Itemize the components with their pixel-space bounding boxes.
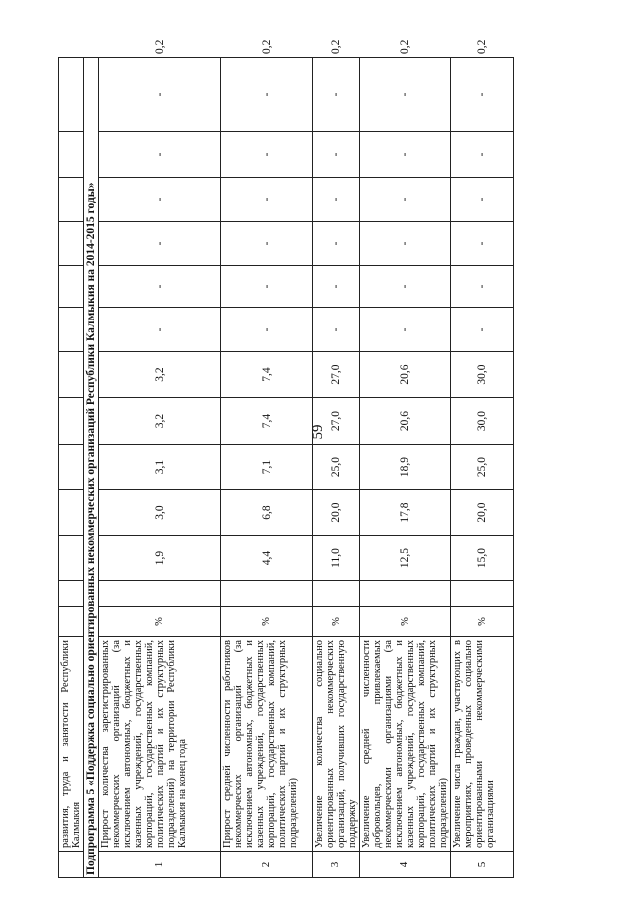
unit-cell: % [451,607,514,637]
value-cell: - [99,178,221,222]
value-cell: 3,2 [99,352,221,398]
value-cell: - [221,266,313,308]
continuation-description: развития, труда и занятости Республики Калмыкия [59,637,84,852]
indicator-description: Прирост количества зарегистрированных некоммерческих организаций (за исключением автономных, бюджетных и казенных учреждений, государственных корпораций, государственных компаний, политических партий и их структурных подразделений) на территории Республики Калмыкия на конец года [99,637,221,852]
value-cell: 3,2 [99,398,221,445]
indicator-description: Прирост средней численности работников некоммерческих организаций (за исключением автономных, бюджетных и казенных учреждений, государственных корпораций, государственных компаний, политических партий и их структурных подразделений) [221,637,313,852]
value-cell: 30,0 [451,352,514,398]
value-cell: 7,1 [221,445,313,490]
value-cell [313,581,360,607]
value-cell: 25,0 [451,445,514,490]
value-cell [221,581,313,607]
value-cell: - [451,222,514,266]
value-cell: - [313,308,360,352]
value-cell: - [313,58,360,132]
value-cell: - [313,178,360,222]
value-cell: - [313,132,360,178]
row-number: 3 [313,852,360,878]
value-cell: - [360,266,451,308]
indicator-description: Увеличение числа граждан, участвующих в мероприятиях, проведенных социально ориентированными некоммерческими организациями [451,637,514,852]
table-row: 3 Увеличение количества социально ориентированных некоммерческих организаций, получивших государственную поддержку % 11,0 20,0 25,0 27,0 27,0 - - - - - - 0,2 [313,58,360,878]
value-cell: - [451,308,514,352]
value-cell: - [221,222,313,266]
value-cell: 6,8 [221,490,313,536]
row-number: 4 [360,852,451,878]
unit-cell: % [313,607,360,637]
value-cell: - [221,132,313,178]
table-row: 1 Прирост количества зарегистрированных некоммерческих организаций (за исключением автономных, бюджетных и казенных учреждений, государственных корпораций, государственных компаний, политических партий и их структурных подразделений) на территории Республики Калмыкия на конец года % 1,9 3,0 3,1 3,2 3,2 - - - - - - 0,2 [99,58,221,878]
value-cell: - [451,58,514,132]
rotated-table-container [58,39,504,878]
value-cell: 27,0 [313,398,360,445]
value-cell: - [221,58,313,132]
value-cell: - [99,266,221,308]
value-cell: 20,6 [360,398,451,445]
value-cell: 3,1 [99,445,221,490]
unit-cell: % [360,607,451,637]
table-row: 4 Увеличение средней численности добровольцев, привлекаемых некоммерческими организациями (за исключением автономных, бюджетных и казенных учреждений, государственных корпораций, государственных компаний, политических партий и их структурных подразделений) % 12,5 17,8 18,9 20,6 20,6 - - - - - - 0,2 [360,58,451,878]
value-cell: 15,0 [451,536,514,581]
unit-cell: % [99,607,221,637]
value-cell: 20,6 [360,352,451,398]
continuation-row [59,58,84,878]
value-cell: - [221,308,313,352]
value-cell: 11,0 [313,536,360,581]
subprogram-header: Подпрограмма 5 «Поддержка социально ориентированных некоммерческих организаций Республики Калмыкия на 2014-2015 годы» [84,58,99,878]
indicator-description: Увеличение количества социально ориентированных некоммерческих организаций, получивших государственную поддержку [313,637,360,852]
value-cell: - [451,266,514,308]
value-cell: 30,0 [451,398,514,445]
value-cell: 1,9 [99,536,221,581]
value-cell: 20,0 [313,490,360,536]
value-cell: - [99,58,221,132]
value-cell: 3,0 [99,490,221,536]
value-cell: 17,8 [360,490,451,536]
value-cell: 7,4 [221,352,313,398]
value-cell: 25,0 [313,445,360,490]
value-cell: 20,0 [451,490,514,536]
value-cell: 12,5 [360,536,451,581]
value-cell: - [99,308,221,352]
value-cell: 18,9 [360,445,451,490]
row-number: 2 [221,852,313,878]
value-cell: - [221,178,313,222]
table-row: 2 Прирост средней численности работников некоммерческих организаций (за исключением автономных, бюджетных и казенных учреждений, государственных корпораций, государственных компаний, политических партий и их структурных подразделений) % 4,4 6,8 7,1 7,4 7,4 - - - - - - 0,2 [221,58,313,878]
value-cell: 4,4 [221,536,313,581]
value-cell: 7,4 [221,398,313,445]
value-cell: 27,0 [313,352,360,398]
value-cell [360,581,451,607]
row-number: 1 [99,852,221,878]
indicators-table [58,39,514,878]
table-row: 5 Увеличение числа граждан, участвующих в мероприятиях, проведенных социально ориентированными некоммерческими организациями % 15,0 20,0 25,0 30,0 30,0 - - - - - - 0,2 [451,58,514,878]
value-cell [99,581,221,607]
value-cell: - [360,132,451,178]
value-cell: - [99,132,221,178]
value-cell: - [451,178,514,222]
value-cell [451,581,514,607]
unit-cell: % [221,607,313,637]
value-cell: - [313,222,360,266]
value-cell: - [360,308,451,352]
row-number: 5 [451,852,514,878]
indicator-description: Увеличение средней численности добровольцев, привлекаемых некоммерческими организациями (за исключением автономных, бюджетных и казенных учреждений, государственных корпораций, государственных компаний, политических партий и их структурных подразделений) [360,637,451,852]
value-cell: - [313,266,360,308]
value-cell: - [99,222,221,266]
value-cell: - [360,58,451,132]
value-cell: - [360,222,451,266]
value-cell: - [360,178,451,222]
value-cell: - [451,132,514,178]
subprogram-header-row [84,58,99,878]
page-number: 59 [310,424,326,440]
